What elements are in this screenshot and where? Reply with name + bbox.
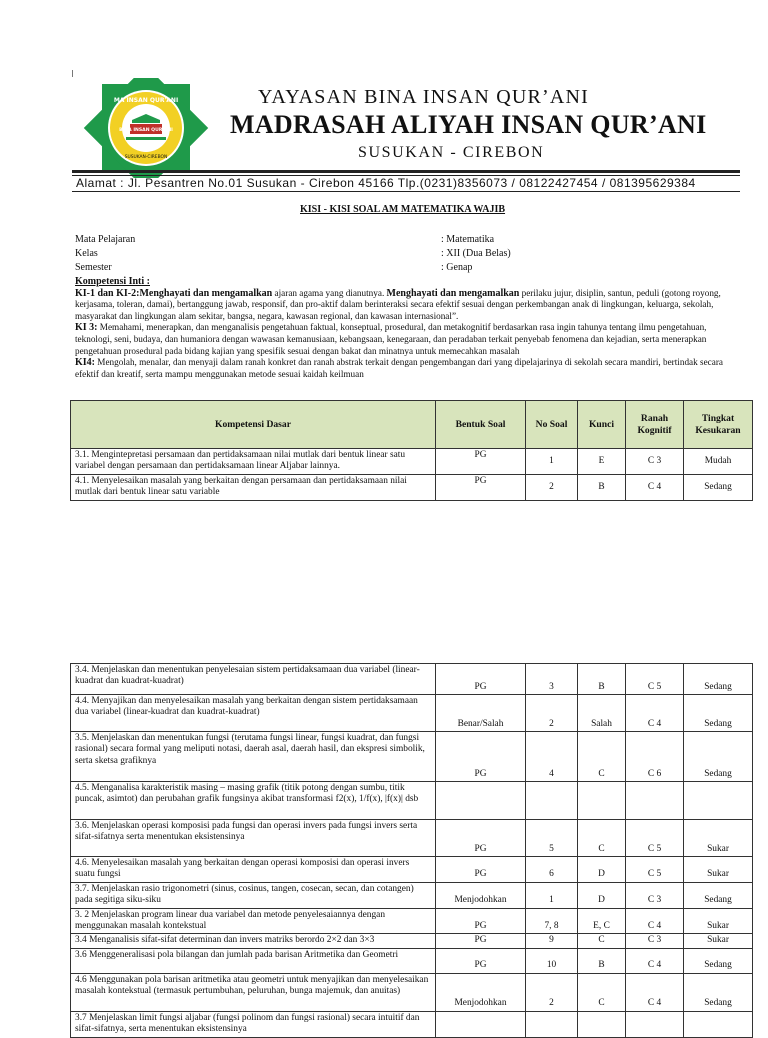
ki-3: KI 3: Memahami, menerapkan, dan menganalisis pengetahuan faktual, konseptual, prosedural, dan metakognitif berdasarkan rasa ingin tahunya tentang ilmu pengetahuan, teknologi, seni, budaya, dan humaniora dengan wawasan kemanusiaan, kebangsaan, kenegaraan, dan peradaban terkait penyebab fenomena dan kejadian, serta menerapkan pengetahuan prosedural pada bidang kajian yang spesifik sesuai dengan bakat dan minatnya untuk memecahkan masalah: [75, 322, 707, 356]
meta-label: Mata Pelajaran: [75, 234, 136, 245]
address-rule: [72, 191, 740, 192]
table-row: 4.6 Menggunakan pola barisan aritmetika atau geometri untuk menyajikan dan menyelesaikan masalah kontekstual (termasuk pertumbuhan, peluruhan, bunga majemuk, dan anuitas) Menjodohkan 2 C C 4 Sedang: [71, 973, 753, 1011]
table-row: 4.5. Menganalisa karakteristik masing – masing grafik (titik potong dengan sumbu, titik puncak, asimtot) dan perubahan grafik fungsinya akibat transformasi f2(x), 1/f(x), |f(x)| dsb: [71, 782, 753, 820]
table-row: 3.6. Menjelaskan operasi komposisi pada fungsi dan operasi invers pada fungsi invers serta sifat-sifatnya serta menentukan eksistensinya PG 5 C C 5 Sukar: [71, 820, 753, 857]
header-kunci: Kunci: [578, 401, 626, 449]
table-row: 4.6. Menyelesaikan masalah yang berkaitan dengan operasi komposisi dan operasi invers suatu fungsi PG 6 D C 5 Sukar: [71, 857, 753, 883]
ki-4: KI4: Mengolah, menalar, dan menyaji dalam ranah konkret dan ranah abstrak terkait dengan pengembangan dari yang dipelajarinya di sekolah secara mandiri, bertindak secara efektif dan kreatif, serta mampu menggunakan metode sesuai kaidah keilmuan: [75, 357, 723, 379]
ki-heading: Kompetensi Inti :: [75, 276, 150, 287]
table-row: 4.1. Menyelesaikan masalah yang berkaitan dengan persamaan dan pertidaksamaan nilai mutlak dari bentuk linear satu variable PG 2 B C 4 Sedang: [71, 474, 753, 500]
meta-row-semester: [75, 262, 473, 273]
meta-row-class: [75, 248, 511, 259]
table-row: 3.4 Menganalisis sifat-sifat determinan dan invers matriks berordo 2×2 dan 3×3 PG 9 C C 3 Sukar: [71, 934, 753, 948]
logo-text-bottom: SUSUKAN-CIREBON: [124, 155, 168, 160]
header-kompetensi-dasar: Kompetensi Dasar: [71, 401, 436, 449]
table-row: 3.7 Menjelaskan limit fungsi aljabar (fungsi polinom dan fungsi rasional) secara intuitif dan sifat-sifatnya, serta menentukan eksistensinya: [71, 1011, 753, 1037]
table-row: 3. 2 Menjelaskan program linear dua variabel dan metode penyelesaiannya dengan menggunakan masalah kontekstual PG 7, 8 E, C C 4 Sukar: [71, 908, 753, 934]
table-row: 3.7. Menjelaskan rasio trigonometri (sinus, cosinus, tangen, cosecan, secan, dan cotangen) pada segitiga siku-siku Menjodohkan 1 D C 3 Sedang: [71, 882, 753, 908]
letterhead-rule: [72, 170, 740, 173]
header-ranah-kognitif: Ranah Kognitif: [626, 401, 684, 449]
kompetensi-inti: [75, 276, 745, 380]
foundation-name: YAYASAN BINA INSAN QUR’ANI: [258, 86, 590, 108]
ki-1-2: KI-1 dan KI-2:Menghayati dan mengamalkan ajaran agama yang dianutnya. Menghayati dan mengamalkan perilaku jujur, disiplin, santun, peduli (gotong royong, kerjasama, toleran, damai), bertanggung jawab, responsif, dan pro-aktif dalam berinteraksi secara efektif sesuai dengan perkembangan anak di lingkungan, keluarga, sekolah, masyarakat dan lingkungan alam sekitar, bangsa, negara, kawasan regional, dan kawasan internasional”.: [75, 287, 721, 321]
table-row: 3.6 Menggeneralisasi pola bilangan dan jumlah pada barisan Aritmetika dan Geometri PG 10 B C 4 Sedang: [71, 948, 753, 973]
meta-value: : Matematika: [441, 234, 495, 245]
meta-row-subject: [75, 234, 495, 245]
school-name: MADRASAH ALIYAH INSAN QUR’ANI: [230, 110, 707, 139]
school-logo: [76, 78, 216, 178]
letterhead: [72, 76, 740, 194]
table-header-row: [71, 401, 753, 449]
table-row: 3.5. Menjelaskan dan menentukan fungsi (terutama fungsi linear, fungsi kuadrat, dan fungsi rasional) secara formal yang meliputi notasi, daerah asal, daerah hasil, dan ekspresi simbolik, serta sketsa grafiknya PG 4 C C 6 Sedang: [71, 732, 753, 782]
meta-value: : XII (Dua Belas): [441, 248, 511, 259]
meta-label: Kelas: [75, 248, 98, 259]
school-address: Alamat : Jl. Pesantren No.01 Susukan - Cirebon 45166 Tlp.(0231)8356073 / 08122427454 / 081395629384: [76, 176, 696, 190]
table-row: 3.4. Menjelaskan dan menentukan penyelesaian sistem pertidaksamaan dua variabel (linear-kuadrat dan kuadrat-kuadrat) PG 3 B C 5 Sedang: [71, 664, 753, 695]
logo-text-center: BINA INSAN QUR'ANI: [119, 128, 173, 133]
header-bentuk-soal: Bentuk Soal: [436, 401, 526, 449]
meta-value: : Genap: [441, 262, 473, 273]
table-row: 3.1. Mengintepretasi persamaan dan pertidaksamaan nilai mutlak dari bentuk linear satu variabel dengan persamaan dan pertidaksamaan linear Aljabar lainnya. PG 1 E C 3 Mudah: [71, 449, 753, 475]
table-row: 4.4. Menyajikan dan menyelesaikan masalah yang berkaitan dengan sistem pertidaksamaan dua variabel (linear-kuadrat dan kuadrat-kuadrat) Benar/Salah 2 Salah C 4 Sedang: [71, 695, 753, 732]
header-tingkat-kesukaran: Tingkat Kesukaran: [684, 401, 753, 449]
header-no-soal: No Soal: [526, 401, 578, 449]
school-location: SUSUKAN - CIREBON: [358, 144, 545, 161]
meta-label: Semester: [75, 262, 112, 273]
document-title: KISI - KISI SOAL AM MATEMATIKA WAJIB: [300, 204, 506, 215]
kisi-table-bottom: [70, 663, 753, 1038]
kisi-table-top: [70, 400, 753, 501]
logo-text-top: MA INSAN QUR'ANI: [113, 97, 179, 104]
